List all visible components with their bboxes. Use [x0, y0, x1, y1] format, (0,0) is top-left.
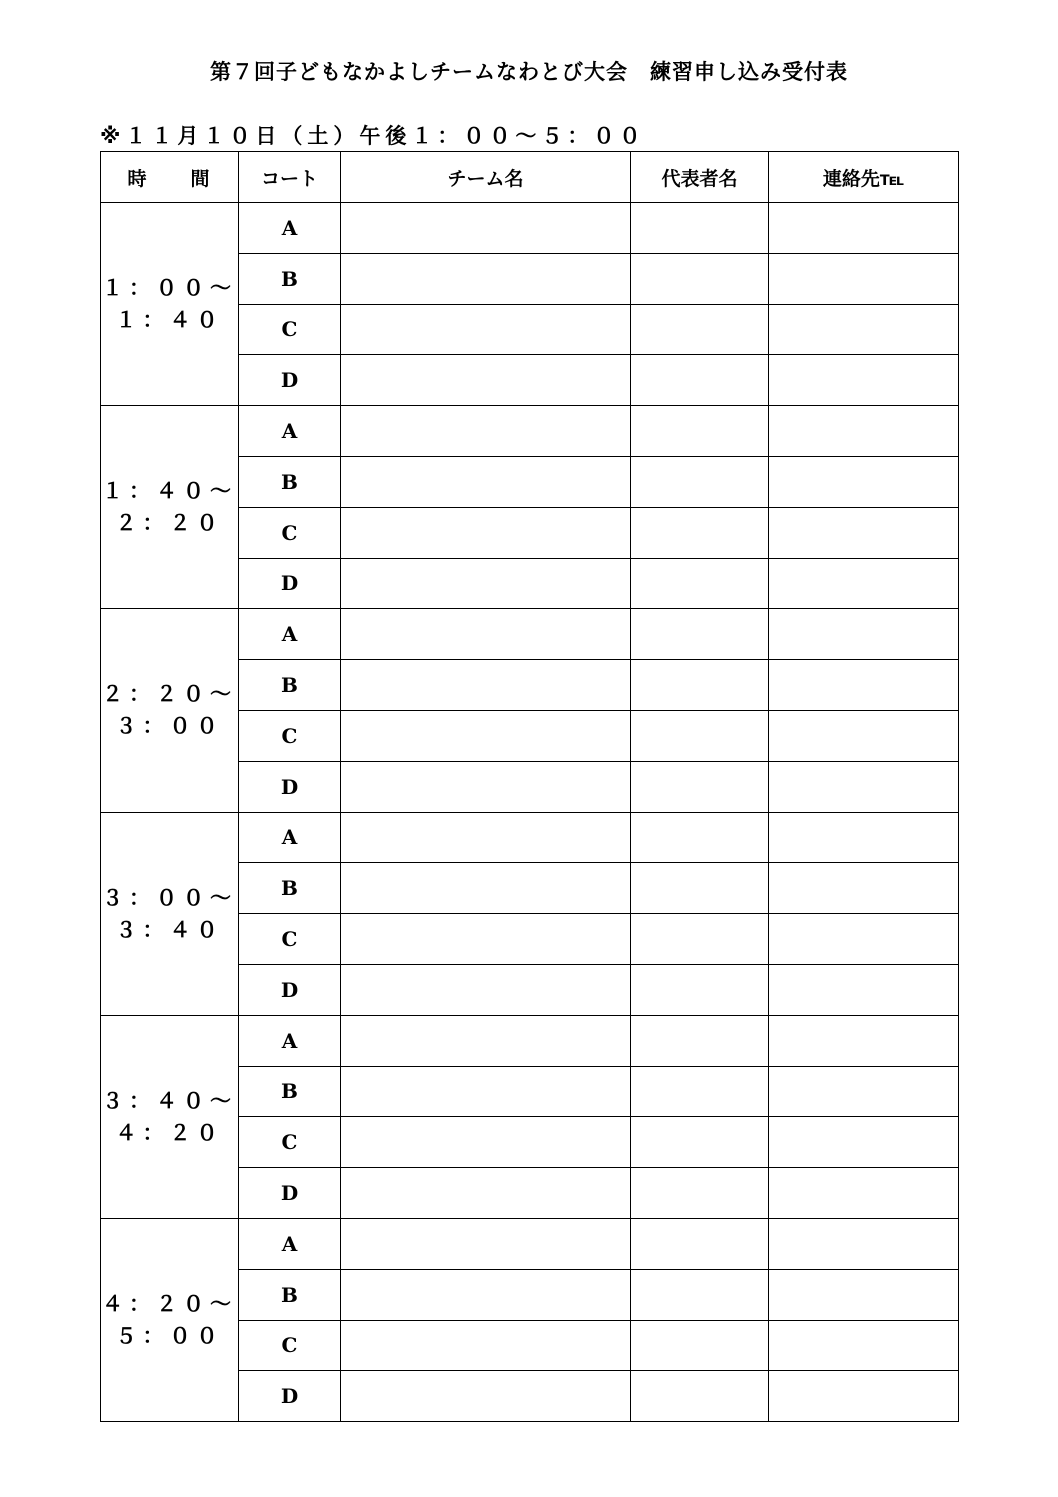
team-name-cell [341, 1269, 631, 1320]
representative-cell [631, 304, 769, 355]
team-name-cell [341, 1371, 631, 1422]
representative-cell [631, 1117, 769, 1168]
court-label: C [239, 304, 341, 355]
table-body [101, 203, 959, 1422]
team-name-cell [341, 253, 631, 304]
header-court: コート [239, 152, 341, 203]
representative-cell [631, 1320, 769, 1371]
representative-cell [631, 558, 769, 609]
team-name-cell [341, 304, 631, 355]
court-label: A [239, 1015, 341, 1066]
time-slot-end: ３：００ [115, 714, 224, 739]
team-name-cell [341, 406, 631, 457]
court-label: D [239, 558, 341, 609]
team-name-cell [341, 964, 631, 1015]
contact-cell [769, 304, 959, 355]
signup-table [100, 151, 959, 1422]
time-slot-start: １：００～ [102, 276, 237, 301]
representative-cell [631, 609, 769, 660]
representative-cell [631, 660, 769, 711]
court-label: D [239, 1371, 341, 1422]
contact-cell [769, 1269, 959, 1320]
time-slot-end: ２：２０ [115, 511, 224, 536]
team-name-cell [341, 507, 631, 558]
team-name-cell [341, 1168, 631, 1219]
team-name-cell [341, 710, 631, 761]
team-name-cell [341, 863, 631, 914]
time-slot-end: １：４０ [115, 308, 224, 333]
representative-cell [631, 1015, 769, 1066]
team-name-cell [341, 1066, 631, 1117]
time-slot-cell [101, 203, 239, 406]
team-name-cell [341, 609, 631, 660]
contact-cell [769, 355, 959, 406]
table-row [101, 406, 959, 457]
representative-cell [631, 914, 769, 965]
contact-cell [769, 660, 959, 711]
court-label: D [239, 761, 341, 812]
team-name-cell [341, 1015, 631, 1066]
header-representative: 代表者名 [631, 152, 769, 203]
representative-cell [631, 406, 769, 457]
representative-cell [631, 1168, 769, 1219]
team-name-cell [341, 355, 631, 406]
representative-cell [631, 812, 769, 863]
representative-cell [631, 1371, 769, 1422]
team-name-cell [341, 456, 631, 507]
representative-cell [631, 761, 769, 812]
court-label: B [239, 1269, 341, 1320]
representative-cell [631, 1218, 769, 1269]
team-name-cell [341, 558, 631, 609]
court-label: A [239, 609, 341, 660]
contact-cell [769, 1371, 959, 1422]
time-slot-cell [101, 406, 239, 609]
contact-cell [769, 456, 959, 507]
court-label: A [239, 203, 341, 254]
representative-cell [631, 863, 769, 914]
header-row [101, 152, 959, 203]
time-slot-cell [101, 1218, 239, 1421]
team-name-cell [341, 660, 631, 711]
contact-cell [769, 507, 959, 558]
contact-cell [769, 863, 959, 914]
representative-cell [631, 253, 769, 304]
representative-cell [631, 456, 769, 507]
time-slot-start: １：４０～ [102, 479, 237, 504]
team-name-cell [341, 1117, 631, 1168]
contact-cell [769, 1066, 959, 1117]
court-label: B [239, 253, 341, 304]
court-label: A [239, 1218, 341, 1269]
contact-cell [769, 710, 959, 761]
contact-cell [769, 609, 959, 660]
court-label: B [239, 1066, 341, 1117]
time-slot-cell [101, 812, 239, 1015]
header-team-name: チーム名 [341, 152, 631, 203]
court-label: C [239, 914, 341, 965]
header-contact: 連絡先℡ [769, 152, 959, 203]
court-label: D [239, 964, 341, 1015]
contact-cell [769, 914, 959, 965]
contact-cell [769, 761, 959, 812]
contact-cell [769, 253, 959, 304]
representative-cell [631, 1269, 769, 1320]
team-name-cell [341, 812, 631, 863]
representative-cell [631, 1066, 769, 1117]
representative-cell [631, 355, 769, 406]
time-slot-cell [101, 1015, 239, 1218]
representative-cell [631, 507, 769, 558]
page-title: 第７回子どもなかよしチームなわとび大会 練習申し込み受付表 [210, 60, 848, 84]
contact-cell [769, 406, 959, 457]
court-label: D [239, 355, 341, 406]
court-label: C [239, 1117, 341, 1168]
table-row [101, 609, 959, 660]
contact-cell [769, 1320, 959, 1371]
representative-cell [631, 964, 769, 1015]
court-label: B [239, 863, 341, 914]
contact-cell [769, 1218, 959, 1269]
court-label: A [239, 812, 341, 863]
contact-cell [769, 1168, 959, 1219]
team-name-cell [341, 914, 631, 965]
contact-cell [769, 203, 959, 254]
court-label: C [239, 507, 341, 558]
representative-cell [631, 203, 769, 254]
time-slot-start: ４：２０～ [102, 1292, 237, 1317]
table-row [101, 203, 959, 254]
time-slot-end: ４：２０ [115, 1120, 224, 1145]
contact-cell [769, 812, 959, 863]
team-name-cell [341, 1320, 631, 1371]
contact-cell [769, 1015, 959, 1066]
court-label: A [239, 406, 341, 457]
time-slot-start: ３：４０～ [102, 1088, 237, 1113]
time-slot-end: ３：４０ [115, 917, 224, 942]
session-date: ※１１月１０日（土）午後１：００～５：００ [100, 124, 646, 148]
contact-cell [769, 964, 959, 1015]
table-row [101, 812, 959, 863]
time-slot-cell [101, 609, 239, 812]
contact-cell [769, 1117, 959, 1168]
team-name-cell [341, 761, 631, 812]
court-label: D [239, 1168, 341, 1219]
court-label: B [239, 456, 341, 507]
contact-cell [769, 558, 959, 609]
time-slot-start: ２：２０～ [102, 682, 237, 707]
header-time: 時 間 [101, 152, 239, 203]
court-label: C [239, 1320, 341, 1371]
time-slot-end: ５：００ [115, 1324, 224, 1349]
representative-cell [631, 710, 769, 761]
time-slot-start: ３：００～ [102, 885, 237, 910]
court-label: B [239, 660, 341, 711]
team-name-cell [341, 203, 631, 254]
team-name-cell [341, 1218, 631, 1269]
table-row [101, 1015, 959, 1066]
court-label: C [239, 710, 341, 761]
table-row [101, 1218, 959, 1269]
